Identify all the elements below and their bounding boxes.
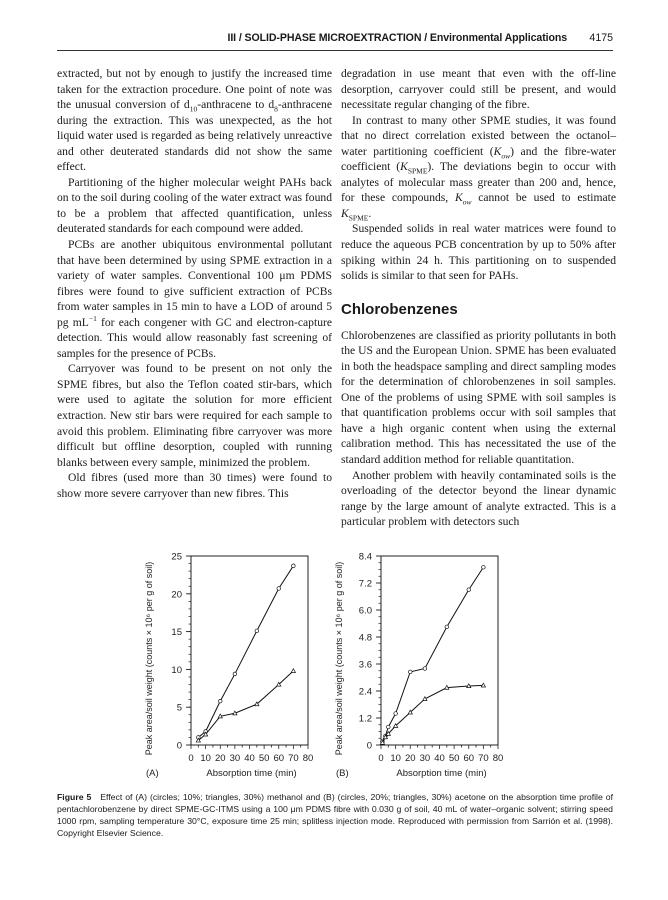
svg-text:20: 20 <box>404 753 416 764</box>
figure-5 <box>140 540 540 785</box>
svg-text:Absorption time (min): Absorption time (min) <box>206 768 297 779</box>
paragraph: Carryover was found to be present on not only the SPME fibres, but also the Teflon coated stir-bars, which were used to agitate the solution for more efficient extraction. New stir bars were required for each sample to avoid this problem. Eliminating fibre carryover was more difficult but offline desorption, coupled with running blanks between every sample, minimized the problem. <box>57 362 332 469</box>
svg-text:70: 70 <box>288 753 299 764</box>
svg-text:(B): (B) <box>336 768 349 779</box>
svg-text:50: 50 <box>448 753 460 764</box>
paragraph: PCBs are another ubiquitous environmental pollutant that have been determined by using SPME extraction in a variety of water samples. Conventional 100 μm PDMS fibres were found to give sufficient extraction of PCBs from water samples in 15 min to have a LOD of around 5 pg $mL^{-1}$ for each congener with GC and electron-capture detection. This would allow reasonably fast screening of samples for the presence of PCBs. <box>57 238 332 360</box>
paragraph: Old fibres (used more than 30 times) were found to show more severe carryover than new fibres. This <box>57 471 332 500</box>
running-header <box>57 30 613 51</box>
svg-text:25: 25 <box>171 551 182 563</box>
svg-text:Peak area/soil weight (counts: Peak area/soil weight (counts × 10⁶ per g of soil) <box>334 561 344 756</box>
paragraph: Suspended solids in real water matrices were found to reduce the aqueous PCB concentration by up to 50% after spiking within 24 h. This partitioning on to suspended solids is similar to that seen for PAHs. <box>341 222 616 283</box>
svg-text:8.4: 8.4 <box>358 551 372 563</box>
svg-text:20: 20 <box>214 753 226 764</box>
svg-text:40: 40 <box>434 753 445 764</box>
svg-text:5: 5 <box>176 702 182 714</box>
svg-text:3.6: 3.6 <box>358 659 372 671</box>
svg-text:Absorption time (min): Absorption time (min) <box>396 768 487 779</box>
caption-text: Effect of (A) (circles; 10%; triangles, 30%) methanol and (B) (circles, 20%; triangles, 30%) acetone on the absorption time profile of pentachlorobenzene by direct SPME-GC-ITMS using a 100 μm PDMS fibre with 0.030 g of soil, 40 mL of water–organic solvent; stirring speed 1000 rpm, sampling temperature 30°C, exposure time 25 min; splitless injection mode. Reproduced with permission from Sarrión et al. (1998). Copyright Elsevier Science. <box>57 792 613 839</box>
svg-text:50: 50 <box>258 753 270 764</box>
svg-text:(A): (A) <box>146 768 159 779</box>
svg-text:10: 10 <box>171 664 182 676</box>
svg-text:40: 40 <box>244 753 255 764</box>
paragraph: extracted, but not by enough to justify the increased time taken for the extraction procedure. One point of note was the unusual conversion of $d_{10}$-anthracene to $d_8$-anthracene during the extraction. This was unexpected, as the hot liquid water used is regarded as being relatively unreactive and other deuterated standards did not show the same effect. <box>57 67 332 174</box>
svg-text:60: 60 <box>273 753 285 764</box>
svg-text:70: 70 <box>478 753 489 764</box>
chart-b <box>330 540 520 790</box>
svg-text:6.0: 6.0 <box>358 605 372 617</box>
svg-text:30: 30 <box>229 753 241 764</box>
page-number: 4175 <box>589 32 613 44</box>
paragraph: In contrast to many other SPME studies, it was found that no direct correlation existed between the octanol–water partitioning coefficient $(K_{ow})$ and the fibre-water coefficient $(K_{SPME})$. The deviations begin to occur with analytes of molecular mass greater than 200 and, hence, for these compounds, $K_{ow}$ cannot be used to estimate $K_{SPME}$. <box>341 113 616 223</box>
svg-text:15: 15 <box>171 627 182 639</box>
paragraph: Partitioning of the higher molecular weight PAHs back on to the soil during cooling of the water extract was found to be a problem that affected quantification, unless deuterated standards for each compound were added. <box>57 175 332 236</box>
svg-text:60: 60 <box>463 753 475 764</box>
svg-text:10: 10 <box>200 753 211 764</box>
svg-text:0: 0 <box>378 753 384 764</box>
svg-text:80: 80 <box>492 753 504 764</box>
svg-text:Peak area/soil weight (counts: Peak area/soil weight (counts × 10⁶ per g of soil) <box>144 561 154 756</box>
svg-text:20: 20 <box>171 589 182 601</box>
svg-text:80: 80 <box>302 753 314 764</box>
paragraph: Chlorobenzenes are classified as priority pollutants in both the US and the European Union. SPME has been evaluated in both the headspace sampling and direct sampling modes for the determination of chlorobenzenes in soil samples. One of the problems of using SPME with soil samples is that quantification problems occur with soil samples that have a high organic content when using the external calibration method. This has necessitated the use of the standard addition method for reliable quantitation. <box>341 328 616 467</box>
svg-text:2.4: 2.4 <box>358 686 372 698</box>
paragraph: Another problem with heavily contaminated soils is the overloading of the detector beyond the linear dynamic range by the large amount of analyte extracted. This is a particular problem with detectors such <box>341 468 616 529</box>
svg-text:1.2: 1.2 <box>358 713 372 725</box>
caption-label: Figure 5 <box>57 792 92 802</box>
running-title: III / SOLID-PHASE MICROEXTRACTION / Environmental Applications <box>227 32 567 44</box>
chart-svg <box>330 540 520 785</box>
right-column <box>341 66 616 530</box>
svg-text:10: 10 <box>390 753 401 764</box>
svg-text:7.2: 7.2 <box>358 578 372 590</box>
left-column <box>57 66 332 501</box>
section-heading: Chlorobenzenes <box>341 300 458 318</box>
svg-text:0: 0 <box>188 753 194 764</box>
chart-a <box>140 540 330 790</box>
svg-text:0: 0 <box>176 740 182 752</box>
figure-caption <box>57 791 613 839</box>
svg-text:4.8: 4.8 <box>358 632 372 644</box>
paragraph: degradation in use meant that even with the off-line desorption, carryover could still be present, and would necessitate regular changing of the fibre. <box>341 67 616 112</box>
svg-text:30: 30 <box>419 753 431 764</box>
svg-text:0: 0 <box>366 740 372 752</box>
chart-svg <box>140 540 330 785</box>
